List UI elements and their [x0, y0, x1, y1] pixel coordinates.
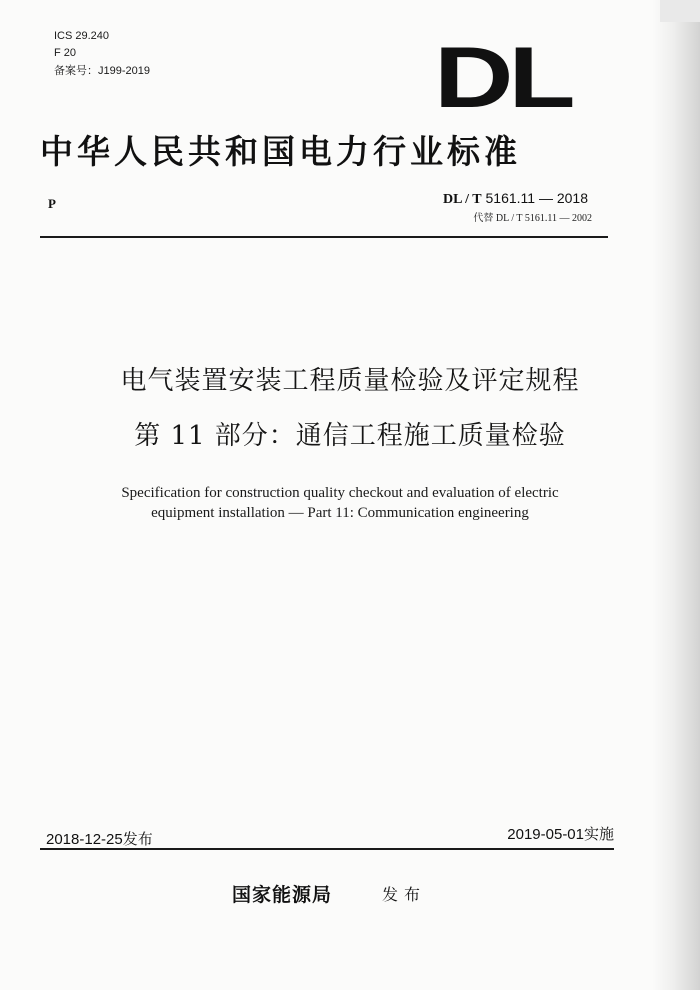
category-code: P: [48, 196, 56, 211]
scan-edge: [660, 0, 700, 22]
publisher-name: 国家能源局: [232, 884, 333, 906]
header-divider: [40, 236, 608, 238]
standard-prefix: DL / T: [442, 192, 482, 207]
issue-date: 2018-12-25发布: [46, 831, 153, 848]
standard-code: 5161.11 — 2018: [485, 190, 588, 206]
classification-code: F 20: [54, 47, 77, 59]
replaces-standard: 代替 DL / T 5161.11 — 2002: [473, 213, 592, 224]
record-number: 备案号：J199-2019: [54, 65, 150, 77]
ics-code: ICS 29.240: [54, 30, 110, 42]
dl-logo: DL: [434, 30, 571, 126]
implementation-date: 2019-05-01实施: [507, 826, 614, 843]
scan-shadow: [652, 0, 700, 990]
footer-divider: [40, 848, 614, 850]
english-title-line-2: equipment installation — Part 11: Communication engineering: [151, 505, 529, 521]
english-title-line-1: Specification for construction quality checkout and evaluation of electric: [121, 485, 559, 501]
chinese-title-line-1: 电气装置安装工程质量检验及评定规程: [120, 366, 580, 396]
organization-title: 中华人民共和国电力行业标准: [40, 132, 521, 171]
standard-number: [443, 190, 588, 208]
chinese-title-line-2: 第 11 部分：通信工程施工质量检验: [134, 421, 566, 451]
publish-label: 发布: [382, 885, 427, 904]
